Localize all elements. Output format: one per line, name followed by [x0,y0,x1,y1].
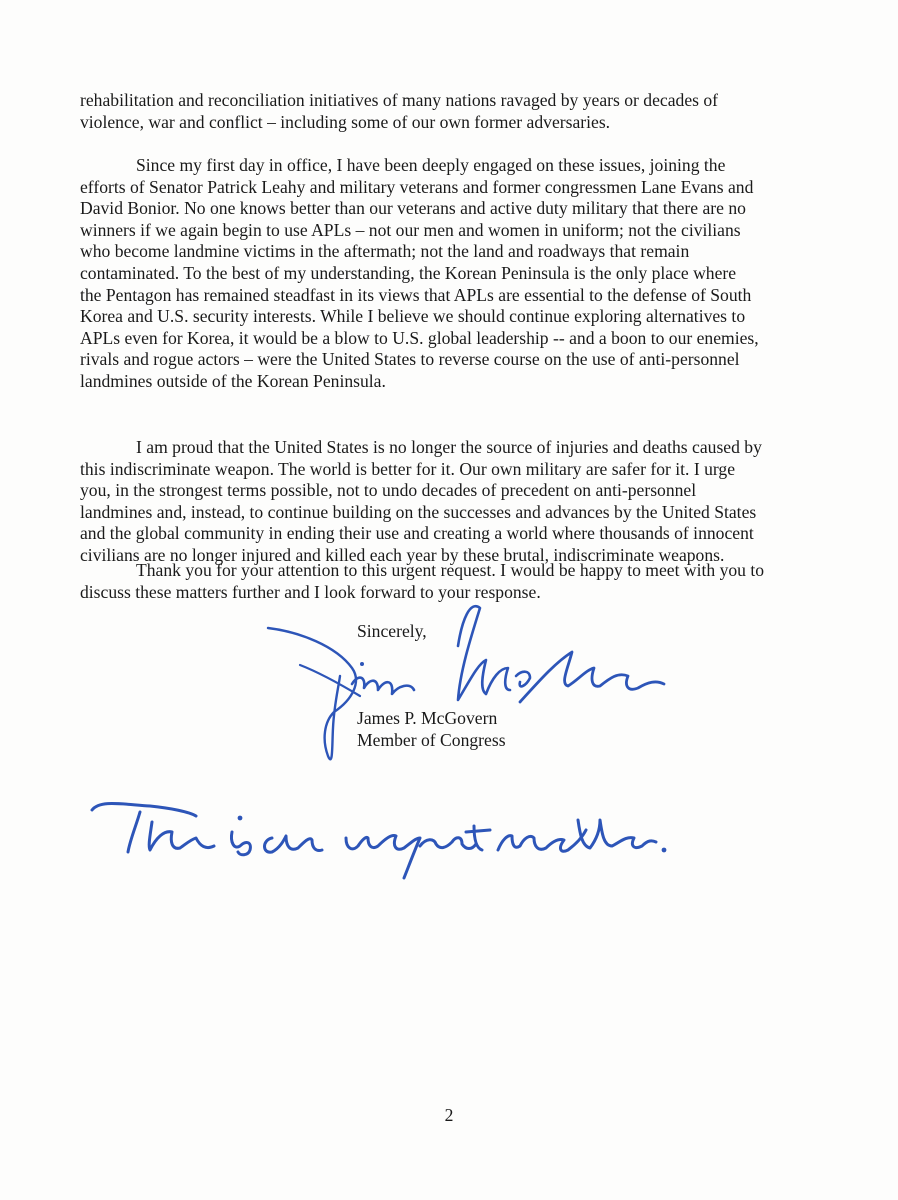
paragraph-line: civilians are no longer injured and killed each year by these brutal, indiscriminate weapons. [80,544,725,565]
paragraph-line: you, in the strongest terms possible, not to undo decades of precedent on anti-personnel [80,480,697,501]
paragraph-line: APLs even for Korea, it would be a blow to U.S. global leadership -- and a boon to our enemies, [80,327,759,348]
paragraph-proud [80,437,815,567]
paragraph-line: violence, war and conflict – including some of our own former adversaries. [80,111,611,132]
paragraph-line: landmines and, instead, to continue building on the successes and advances by the United States [80,501,757,522]
paragraph-engagement [80,155,815,393]
paragraph-thank-you [80,560,815,603]
paragraph-line: Since my first day in office, I have been deeply engaged on these issues, joining the [136,155,726,175]
paragraph-line: the Pentagon has remained steadfast in its views that APLs are essential to the defense of South [80,284,752,305]
handwritten-note [92,804,666,879]
paragraph-line: David Bonior. No one knows better than our veterans and active duty military that there are no [80,198,746,219]
paragraph-line: discuss these matters further and I look forward to your response. [80,581,541,602]
paragraph-line: who become landmine victims in the aftermath; not the land and roadways that remain [80,241,690,262]
paragraph-line: I am proud that the United States is no longer the source of injuries and deaths caused by [136,437,762,457]
closing-salutation: Sincerely, [357,621,427,641]
paragraph-line: rivals and rogue actors – were the United States to reverse course on the use of anti-personnel [80,349,740,370]
paragraph-line: rehabilitation and reconciliation initiatives of many nations ravaged by years or decades of [80,90,719,110]
paragraph-continuation [80,90,815,133]
page-number: 2 [444,1105,454,1125]
paragraph-line: efforts of Senator Patrick Leahy and military veterans and former congressmen Lane Evans and [80,176,754,197]
paragraph-line: and the global community in ending their use and creating a world where thousands of innocent [80,523,754,544]
paragraph-line: winners if we again begin to use APLs – not our men and women in uniform; not the civilians [80,219,741,240]
paragraph-line: landmines outside of the Korean Peninsula. [80,370,386,391]
signer-name: James P. McGovern [357,708,498,728]
paragraph-line: contaminated. To the best of my understanding, the Korean Peninsula is the only place where [80,262,737,283]
paragraph-line: this indiscriminate weapon. The world is better for it. Our own military are safer for it. I urge [80,458,736,479]
signer-title: Member of Congress [357,730,506,750]
paragraph-line: Korea and U.S. security interests. While I believe we should continue exploring alternatives to [80,306,746,327]
paragraph-line: Thank you for your attention to this urgent request. I would be happy to meet with you to [136,560,765,580]
